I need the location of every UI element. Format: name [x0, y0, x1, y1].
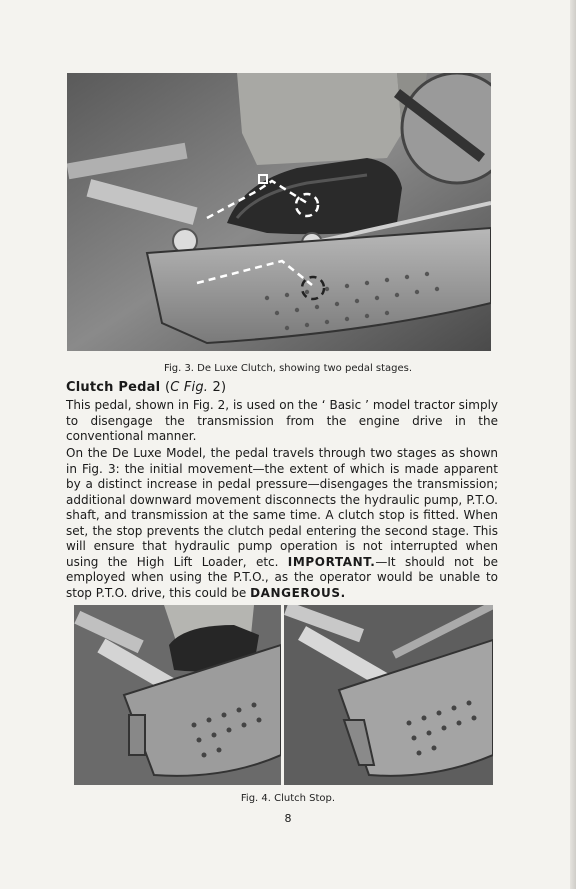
figure-4b-photo: [284, 605, 493, 785]
clutch-pedal-illustration: [67, 73, 491, 351]
section-heading: [66, 380, 226, 395]
clutch-stop-engaged-illustration: [74, 605, 281, 785]
section-figure-ref: (C Fig. 2): [164, 380, 227, 395]
paragraph-deluxe-model: On the De Luxe Model, the pedal travels through two stages as shown in Fig. 3: the initial movement—the extent of which is made apparent by a distinct increase in pedal pressure—disengages the transmission; additional downward movement disconnects the hydraulic pump, P.T.O. shaft, and transmission at the same time. A clutch stop is fitted. When set, the stop prevents the clutch pedal entering the second stage. This will ensure that hydraulic pump operation is not interrupted when using the High Lift Loader, etc. IMPORTANT.—It should not be employed when using the P.T.O., as the operator would be unable to stop P.T.O. drive, this could be DANGEROUS.: [66, 446, 498, 600]
paragraph-basic-model: This pedal, shown in Fig. 2, is used on the ‘ Basic ’ model tractor simply to disengage the transmission from the engine drive in the conventional manner.: [66, 398, 498, 443]
warning-text: —It should not be employed when using the P.T.O., as the operator would be unable to stop P.T.O. drive, this could be: [66, 554, 498, 600]
clutch-stop-released-illustration: [284, 605, 493, 785]
paragraph-deluxe-text: On the De Luxe Model, the pedal travels through two stages as shown in Fig. 3: the initial movement—the extent of which is made apparent by a distinct increase in pedal pressure—disengages the transmission; additional downward movement disconnects the hydraulic pump, P.T.O. shaft, and transmission at the same time. A clutch stop is fitted. When set, the stop prevents the clutch pedal entering the second stage. This will ensure that hydraulic pump operation is not interrupted when using the High Lift Loader, etc.: [66, 446, 498, 569]
figure-3-caption: Fig. 3. De Luxe Clutch, showing two pedal stages.: [163, 363, 413, 374]
page-number: 8: [284, 812, 292, 825]
figure-4-caption: Fig. 4. Clutch Stop.: [240, 793, 336, 804]
important-label: IMPORTANT.: [287, 554, 376, 569]
page-edge: [570, 0, 576, 889]
dangerous-label: DANGEROUS: [250, 585, 341, 600]
figure-4a-photo: [74, 605, 281, 785]
figure-3-photo: [67, 73, 491, 351]
section-title: Clutch Pedal: [66, 380, 161, 395]
